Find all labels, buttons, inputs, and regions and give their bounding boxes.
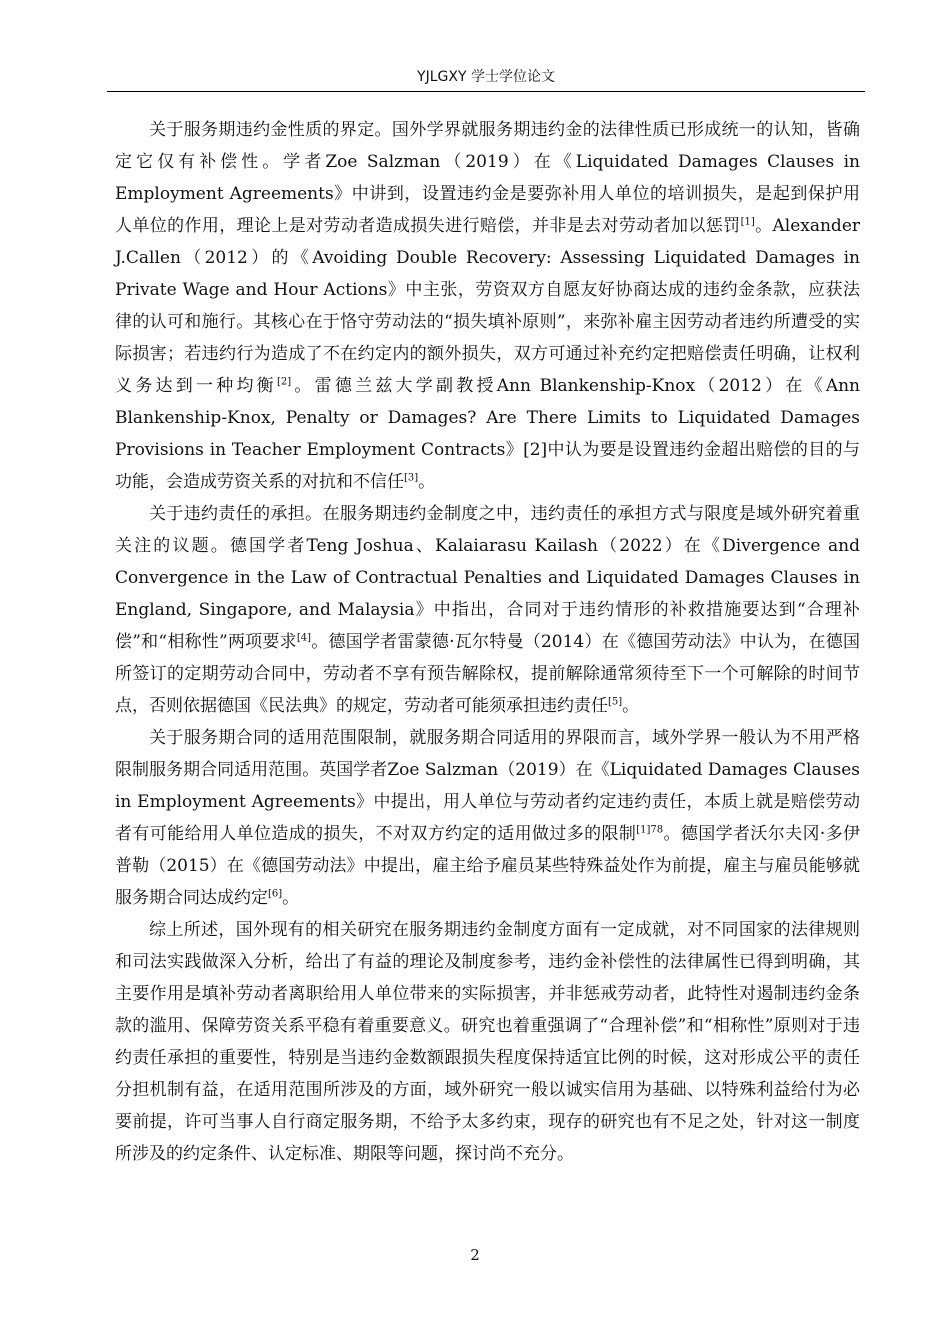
text-run: 。 xyxy=(622,696,640,716)
text-run: 。德国学者雷蒙德·瓦尔特曼（2014）在《德国劳动法》中认为，在德国所签订的定期劳动合同中，劳动者不享有预告解除权，提前解除通常须待至下一个可解除的时间节点，否则依据德国《民法典》的规定，劳动者可能须承担违约责任 xyxy=(115,632,860,716)
text-run: 关于违约责任的承担。在服务期违约金制度之中，违约责任的承担方式与限度是域外研究着重关注的议题。德国学者Teng Joshua、Kalaiarasu Kailash（2022）在《Divergence and Convergence in the Law of Contractual Penalties and Liquidated Damages Clauses in England, Singapore, and Malaysia》中指出，合同对于违约情形的补救措施要达到“合理补偿”和“相称性”两项要求 xyxy=(115,504,860,652)
text-run: 关于服务期合同的适用范围限制，就服务期合同适用的界限而言，域外学界一般认为不用严格限制服务期合同适用范围。英国学者Zoe Salzman（2019）在《Liquidated Damages Clauses in Employment Agreements》中提出，用人单位与劳动者约定违约责任，本质上就是赔偿劳动者有可能给用人单位造成的损失，不对双方约定的适用做过多的限制 xyxy=(115,728,860,844)
text-run: 。雷德兰兹大学副教授Ann Blankenship-Knox（2012）在《Ann Blankenship-Knox, Penalty or Damages? Are There Limits to Liquidated Damages Provisions in Teacher Employment Contracts》[2]中认为要是设置违约金超出赔偿的目的与功能，会造成劳资关系的对抗和不信任 xyxy=(115,376,860,492)
paragraph-3 xyxy=(115,722,860,914)
citation-marker: [6] xyxy=(268,888,283,900)
citation-marker: [2] xyxy=(276,376,292,388)
paragraph-4 xyxy=(115,914,860,1170)
citation-marker: [4] xyxy=(296,632,312,644)
paragraph-2 xyxy=(115,498,860,722)
running-header: YJLGXY 学士学位论文 xyxy=(417,69,555,85)
header-rule xyxy=(107,91,865,92)
text-run: 关于服务期违约金性质的界定。国外学界就服务期违约金的法律性质已形成统一的认知，皆确定它仅有补偿性。学者Zoe Salzman（2019）在《Liquidated Damages Clauses in Employment Agreements》中讲到，设置违约金是要弥补用人单位的培训损失，是起到保护用人单位的作用，理论上是对劳动者造成损失进行赔偿，并非是去对劳动者加以惩罚 xyxy=(115,120,860,236)
page-number: 2 xyxy=(470,1246,480,1264)
citation-marker: [1]78 xyxy=(636,824,664,836)
text-run: 综上所述，国外现有的相关研究在服务期违约金制度方面有一定成就，对不同国家的法律规则和司法实践做深入分析，给出了有益的理论及制度参考，违约金补偿性的法律属性已得到明确，其主要作用是填补劳动者离职给用人单位带来的实际损害，并非惩戒劳动者，此特性对遏制违约金条款的滥用、保障劳资关系平稳有着重要意义。研究也着重强调了“合理补偿”和“相称性”原则对于违约责任承担的重要性，特别是当违约金数额跟损失程度保持适宜比例的时候，这对形成公平的责任分担机制有益，在适用范围所涉及的方面，域外研究一般以诚实信用为基础、以特殊利益给付为必要前提，许可当事人自行商定服务期，不给予太多约束，现存的研究也有不足之处，针对这一制度所涉及的约定条件、认定标准、期限等问题，探讨尚不充分。 xyxy=(115,920,860,1164)
body-text xyxy=(115,114,860,1170)
text-run: 。 xyxy=(418,472,436,492)
paragraph-1 xyxy=(115,114,860,498)
text-run: 。 xyxy=(282,888,300,908)
citation-marker: [1] xyxy=(740,216,755,228)
text-run: 。德国学者沃尔夫冈·多伊普勒（2015）在《德国劳动法》中提出，雇主给予雇员某些特殊益处作为前提，雇主与雇员能够就服务期合同达成约定 xyxy=(115,824,860,908)
citation-marker: [3] xyxy=(404,472,419,484)
text-run: 。Alexander J.Callen（2012）的《Avoiding Double Recovery: Assessing Liquidated Damages in Private Wage and Hour Actions》中主张，劳资双方自愿友好协商达成的违约金条款，应获法律的认可和施行。其核心在于恪守劳动法的“损失填补原则”，来弥补雇主因劳动者违约所遭受的实际损害；若违约行为造成了不在约定内的额外损失，双方可通过补充约定把赔偿责任明确，让权利义务达到一种均衡 xyxy=(115,216,861,396)
citation-marker: [5] xyxy=(608,696,623,708)
